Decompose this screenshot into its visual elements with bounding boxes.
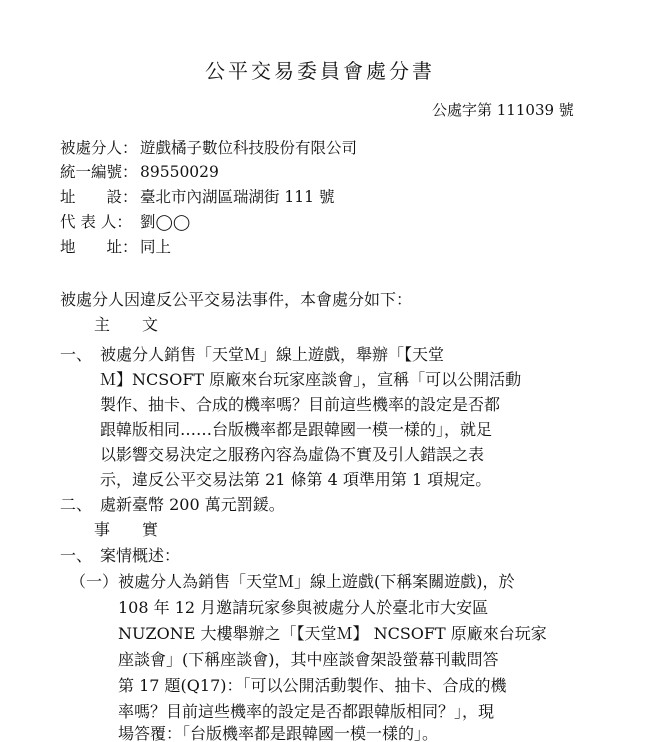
facts-item-1-line-3: NUZONE 大樓舉辦之「【天堂Ｍ】 NCSOFT 原廠來台玩家 <box>118 624 547 643</box>
facts-section-marker: 一、 <box>60 546 93 565</box>
facts-item-1-line-4: 座談會」(下稱座談會)，其中座談會架設螢幕刊載問答 <box>118 650 499 669</box>
facts-item-1-marker: （一） <box>70 572 119 591</box>
respondent-name: 遊戲橘子數位科技股份有限公司 <box>140 139 358 157</box>
facts-item-1-line-7: 場答覆：「台版機率都是跟韓國一模一樣的」。 <box>118 724 439 742</box>
main-item-1-line-5: 以影響交易決定之服務內容為虛偽不實及引人錯誤之表 <box>100 445 485 464</box>
main-heading: 主 文 <box>94 315 159 334</box>
facts-section-title: 案情概述： <box>100 546 181 565</box>
facts-item-1-line-2: 108 年 12 月邀請玩家參與被處分人於臺北市大安區 <box>118 598 489 617</box>
facts-item-1-line-5: 第 17 題(Q17)：「可以公開活動製作、抽卡、合成的機 <box>118 676 507 695</box>
registered-address-label: 址 設： <box>60 188 138 206</box>
main-item-2-marker: 二、 <box>60 495 93 514</box>
facts-item-1-line-1: 被處分人為銷售「天堂Ｍ」線上遊戲(下稱案關遊戲)，於 <box>118 572 515 591</box>
address: 同上 <box>140 238 172 256</box>
main-item-1-line-4: 跟韓版相同……台版機率都是跟韓國一模一樣的」，就足 <box>100 420 493 439</box>
respondent-name-label: 被處分人： <box>60 139 138 157</box>
address-label: 地 址： <box>60 238 138 256</box>
main-item-1-line-6: 示，違反公平交易法第 21 條第 4 項準用第 1 項規定。 <box>100 470 492 489</box>
main-item-1-line-3: 製作、抽卡、合成的機率嗎？目前這些機率的設定是否都 <box>100 395 501 414</box>
facts-heading: 事 實 <box>94 520 159 539</box>
document-title: 公平交易委員會處分書 <box>205 59 435 83</box>
facts-item-1-line-6: 率嗎？目前這些機率的設定是否都跟韓版相同？」，現 <box>118 702 495 721</box>
representative-label: 代 表 人： <box>60 213 132 231</box>
intro-text: 被處分人因違反公平交易法事件，本會處分如下： <box>60 290 413 309</box>
unified-number-label: 統一編號： <box>60 163 138 181</box>
main-item-1-marker: 一、 <box>60 345 93 364</box>
case-number: 公處字第 111039 號 <box>432 101 574 119</box>
representative: 劉◯◯ <box>140 213 191 231</box>
main-item-1-line-2: Ｍ】NCSOFT 原廠來台玩家座談會」，宣稱「可以公開活動 <box>100 370 522 389</box>
main-item-1-line-1: 被處分人銷售「天堂Ｍ」線上遊戲，舉辦「【天堂 <box>100 345 445 364</box>
unified-number: 89550029 <box>140 163 219 181</box>
main-item-2-line-1: 處新臺幣 200 萬元罰鍰。 <box>100 495 285 514</box>
registered-address: 臺北市內湖區瑞湖街 111 號 <box>140 188 335 206</box>
